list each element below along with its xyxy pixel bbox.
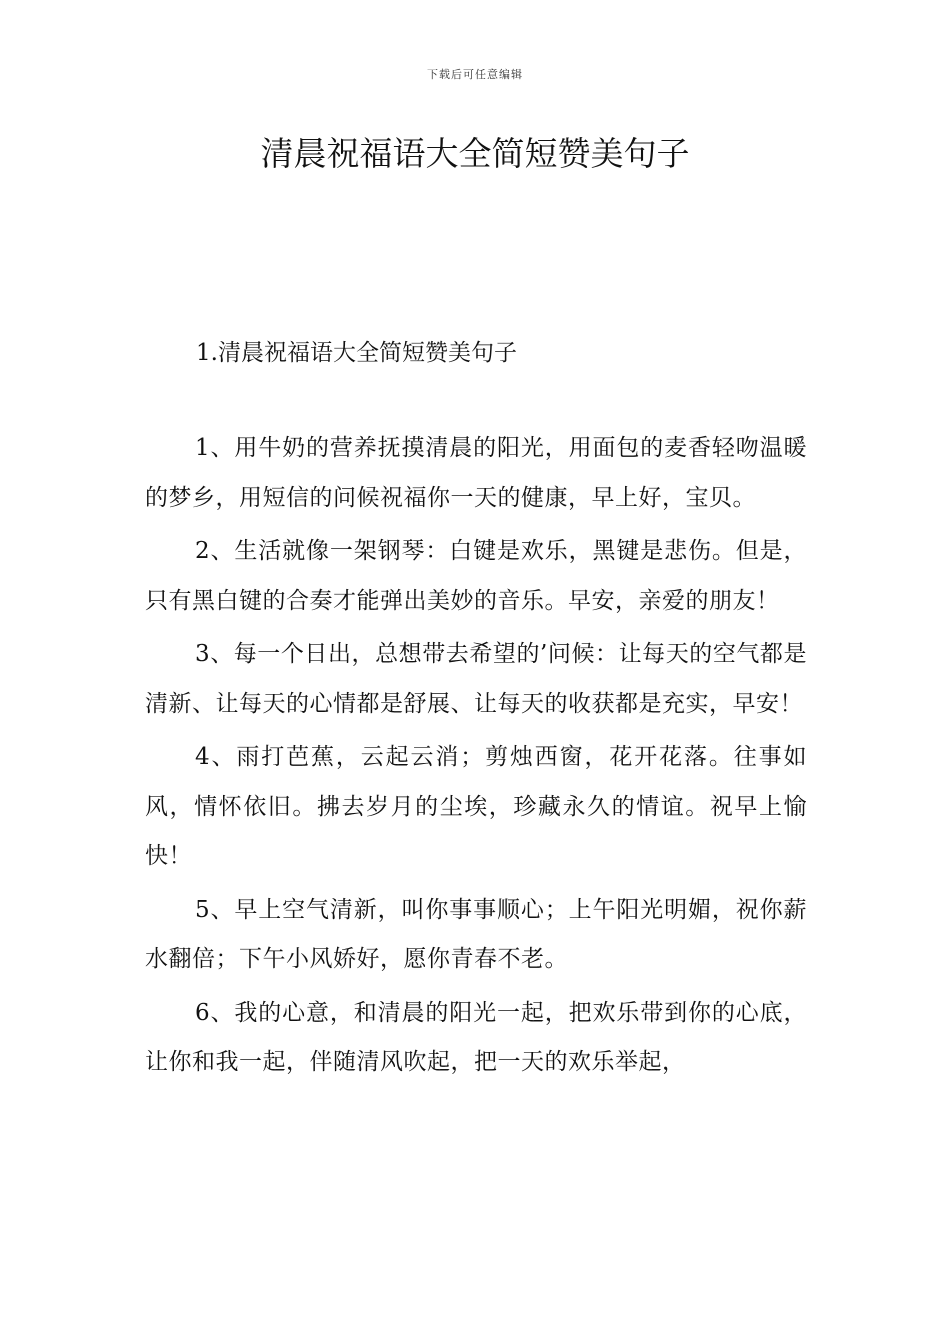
document-title: 清晨祝福语大全简短赞美句子 <box>260 134 690 173</box>
paragraph-5: 5、早上空气清新，叫你事事顺心；上午阳光明媚，祝你薪水翻倍；下午小风娇好，愿你青春不老。 <box>145 896 807 972</box>
paragraph-1: 1、用牛奶的营养抚摸清晨的阳光，用面包的麦香轻吻温暖的梦乡，用短信的问候祝福你一天的健康，早上好，宝贝。 <box>145 435 807 511</box>
paragraph-2: 2、生活就像一架钢琴：白键是欢乐，黑键是悲伤。但是，只有黑白键的合奏才能弹出美妙的音乐。早安，亲爱的朋友！ <box>145 538 807 614</box>
header-note: 下载后可任意编辑 <box>427 68 523 81</box>
section-heading: 1.清晨祝福语大全简短赞美句子 <box>196 340 517 366</box>
paragraph-3: 3、每一个日出，总想带去希望的’问候：让每天的空气都是清新、让每天的心情都是舒展、让每天的收获都是充实，早安！ <box>145 641 807 717</box>
document-body <box>145 424 807 1092</box>
paragraph-6: 6、我的心意，和清晨的阳光一起，把欢乐带到你的心底，让你和我一起，伴随清风吹起，把一天的欢乐举起， <box>145 999 807 1075</box>
paragraph-4: 4、雨打芭蕉，云起云消；剪烛西窗，花开花落。往事如风，情怀依旧。拂去岁月的尘埃，珍藏永久的情谊。祝早上愉快！ <box>145 744 807 869</box>
